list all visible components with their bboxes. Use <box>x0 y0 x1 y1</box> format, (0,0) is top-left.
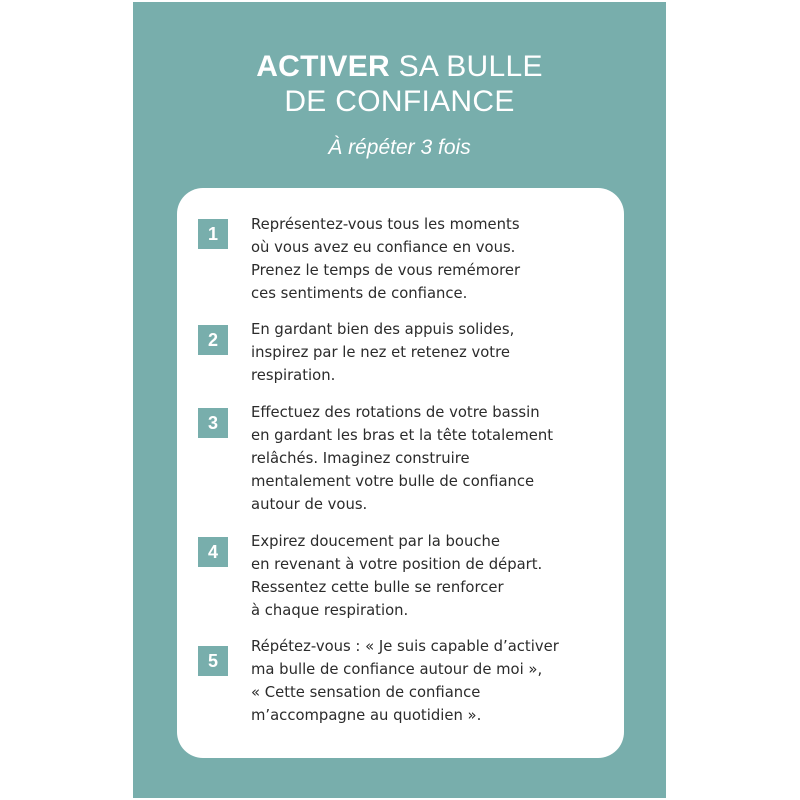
step-text <box>251 213 611 305</box>
steps-panel <box>177 188 624 758</box>
step-text <box>251 530 611 622</box>
title-rest: SA BULLE <box>389 50 543 83</box>
instruction-card <box>133 2 666 798</box>
card-title <box>133 49 666 119</box>
step-text-line: Prenez le temps de vous remémorer <box>251 262 521 279</box>
card-subtitle: À répéter 3 fois <box>328 136 471 159</box>
step-text-line: autour de vous. <box>251 496 368 513</box>
title-line-1 <box>133 49 666 84</box>
step-text-line: où vous avez eu confiance en vous. <box>251 239 516 256</box>
step-text <box>251 401 611 516</box>
step-text-line: inspirez par le nez et retenez votre <box>251 344 510 361</box>
step-text-line: en revenant à votre position de départ. <box>251 556 543 573</box>
step-text-line: à chaque respiration. <box>251 602 409 619</box>
title-line-2: DE CONFIANCE <box>284 85 515 118</box>
step-text-line: Expirez doucement par la bouche <box>251 533 500 550</box>
step-text <box>251 635 611 727</box>
step-text-line: En gardant bien des appuis solides, <box>251 321 515 338</box>
step-text-line: Ressentez cette bulle se renforcer <box>251 579 504 596</box>
step-number-badge: 3 <box>198 408 228 438</box>
step-text-line: relâchés. Imaginez construire <box>251 450 470 467</box>
step-number-badge: 1 <box>198 219 228 249</box>
step-text-line: Représentez-vous tous les moments <box>251 216 520 233</box>
step-number-badge: 2 <box>198 325 228 355</box>
step-text-line: respiration. <box>251 367 336 384</box>
step-number-badge: 5 <box>198 646 228 676</box>
step-text-line: ces sentiments de confiance. <box>251 285 468 302</box>
step-text-line: m’accompagne au quotidien ». <box>251 707 482 724</box>
step-text-line: en gardant les bras et la tête totalement <box>251 427 554 444</box>
step-text-line: « Cette sensation de confiance <box>251 684 481 701</box>
step-number-badge: 4 <box>198 537 228 567</box>
title-bold-word: ACTIVER <box>256 50 390 83</box>
step-text <box>251 318 611 387</box>
step-text-line: Répétez-vous : « Je suis capable d’activer <box>251 638 559 655</box>
step-text-line: mentalement votre bulle de confiance <box>251 473 535 490</box>
step-text-line: ma bulle de confiance autour de moi », <box>251 661 543 678</box>
step-text-line: Effectuez des rotations de votre bassin <box>251 404 540 421</box>
